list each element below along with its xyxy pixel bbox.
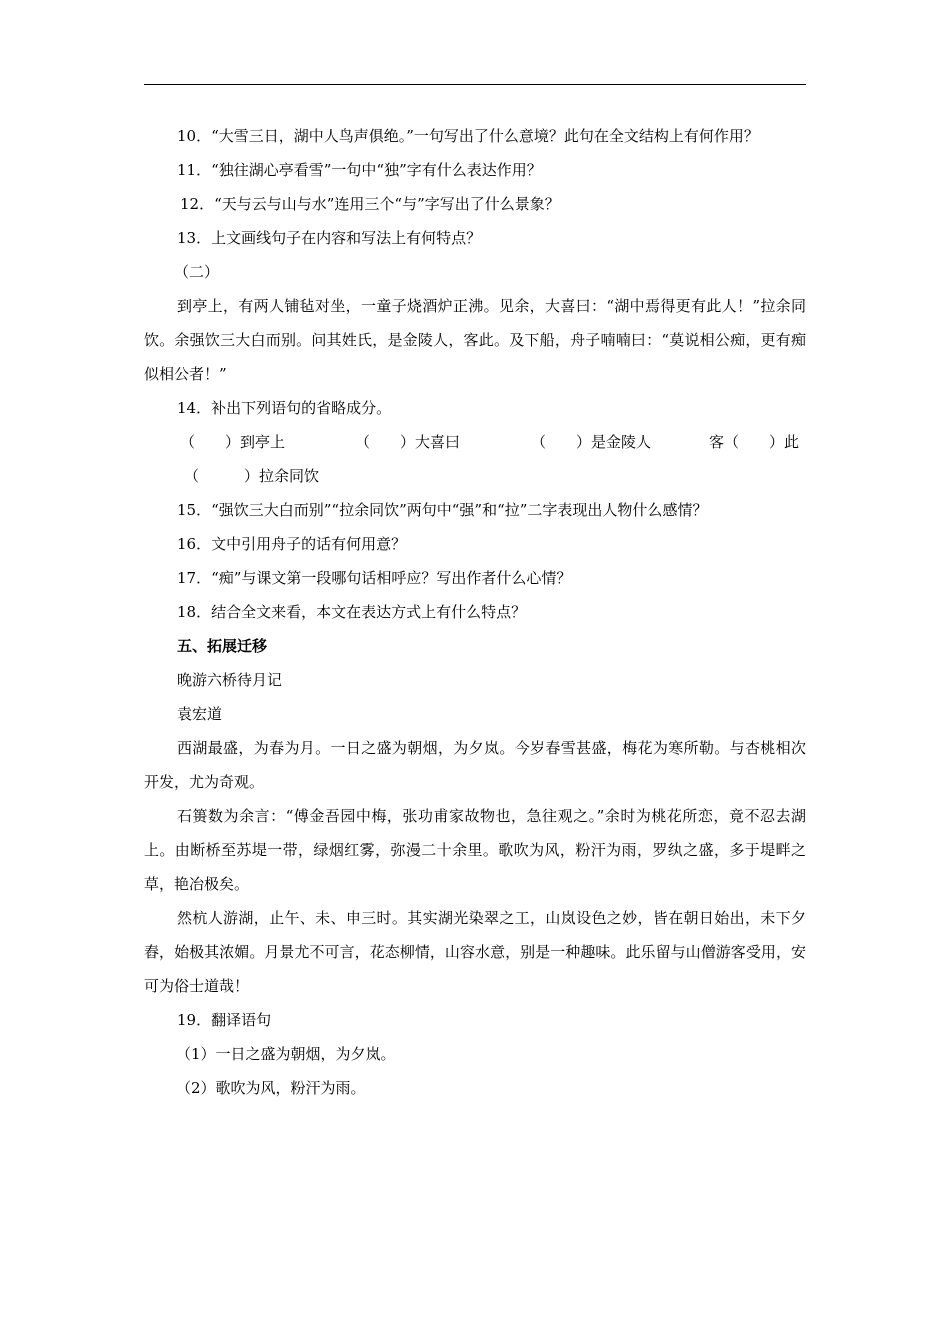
question-19: 19．翻译语句 [177, 1011, 272, 1029]
section-2-heading: （二） [174, 263, 220, 281]
blank-item: （ ）是金陵人 [531, 433, 652, 451]
question-18: 18．结合全文来看，本文在表达方式上有什么特点？ [177, 603, 527, 621]
essay-paragraph-3: 然杭人游湖，止午、未、申三时。其实湖光染翠之工，山岚设色之妙，皆在朝日始出，未下夕舂，始极其浓媚。月景尤不可言，花态柳情，山容水意，别是一种趣味。此乐留与山僧游客受用，安可为俗士道哉！ [144, 909, 806, 995]
question-14-blanks-row-2 [144, 459, 806, 493]
essay-paragraph-2: 石篑数为余言：“傅金吾园中梅，张功甫家故物也，急往观之。”余时为桃花所恋，竟不忍去湖上。由断桥至苏堤一带，绿烟红雾，弥漫二十余里。歌吹为风，粉汗为雨，罗纨之盛，多于堤畔之草，艳冶极矣。 [144, 807, 806, 893]
blank-item: （ ）拉余同饮 [184, 467, 320, 485]
question-14: 14．补出下列语句的省略成分。 [177, 399, 392, 417]
essay-title: 晚游六桥待月记 [177, 671, 283, 689]
question-19-item-2: （2）歌吹为风，粉汗为雨。 [176, 1079, 366, 1097]
header-rule [144, 84, 806, 85]
question-13: 13．上文画线句子在内容和写法上有何特点？ [177, 229, 482, 247]
question-10: 10．“大雪三日，湖中人鸟声俱绝。”一句写出了什么意境？此句在全文结构上有何作用？ [177, 127, 759, 145]
question-11: 11．“独往湖心亭看雪”一句中“独”字有什么表达作用？ [177, 161, 542, 179]
question-17: 17．“痴”与课文第一段哪句话相呼应？写出作者什么心情？ [177, 569, 572, 587]
blank-item: 客（ ）此 [709, 433, 800, 451]
blank-item: （ ）大喜曰 [355, 433, 461, 451]
question-14-blanks-row-1 [144, 425, 806, 459]
document-body [144, 119, 806, 1105]
essay-author: 袁宏道 [177, 705, 223, 723]
question-15: 15．“强饮三大白而别”“拉余同饮”两句中“强”和“拉”二字表现出人物什么感情？ [177, 501, 708, 519]
passage-2: 到亭上，有两人铺毡对坐，一童子烧酒炉正沸。见余，大喜曰：“湖中焉得更有此人！”拉余同饮。余强饮三大白而别。问其姓氏，是金陵人，客此。及下船，舟子喃喃曰：“莫说相公痴，更有痴似相公者！” [144, 297, 806, 383]
essay-paragraph-1: 西湖最盛，为春为月。一日之盛为朝烟，为夕岚。今岁春雪甚盛，梅花为寒所勒。与杏桃相次开发，尤为奇观。 [144, 739, 806, 791]
question-12: 12．“天与云与山与水”连用三个“与”字写出了什么景象？ [180, 195, 560, 213]
question-19-item-1: （1）一日之盛为朝烟，为夕岚。 [176, 1045, 396, 1063]
section-5-heading: 五、拓展迁移 [177, 637, 268, 655]
blank-item: （ ）到亭上 [180, 433, 286, 451]
question-16: 16．文中引用舟子的话有何用意？ [177, 535, 407, 553]
